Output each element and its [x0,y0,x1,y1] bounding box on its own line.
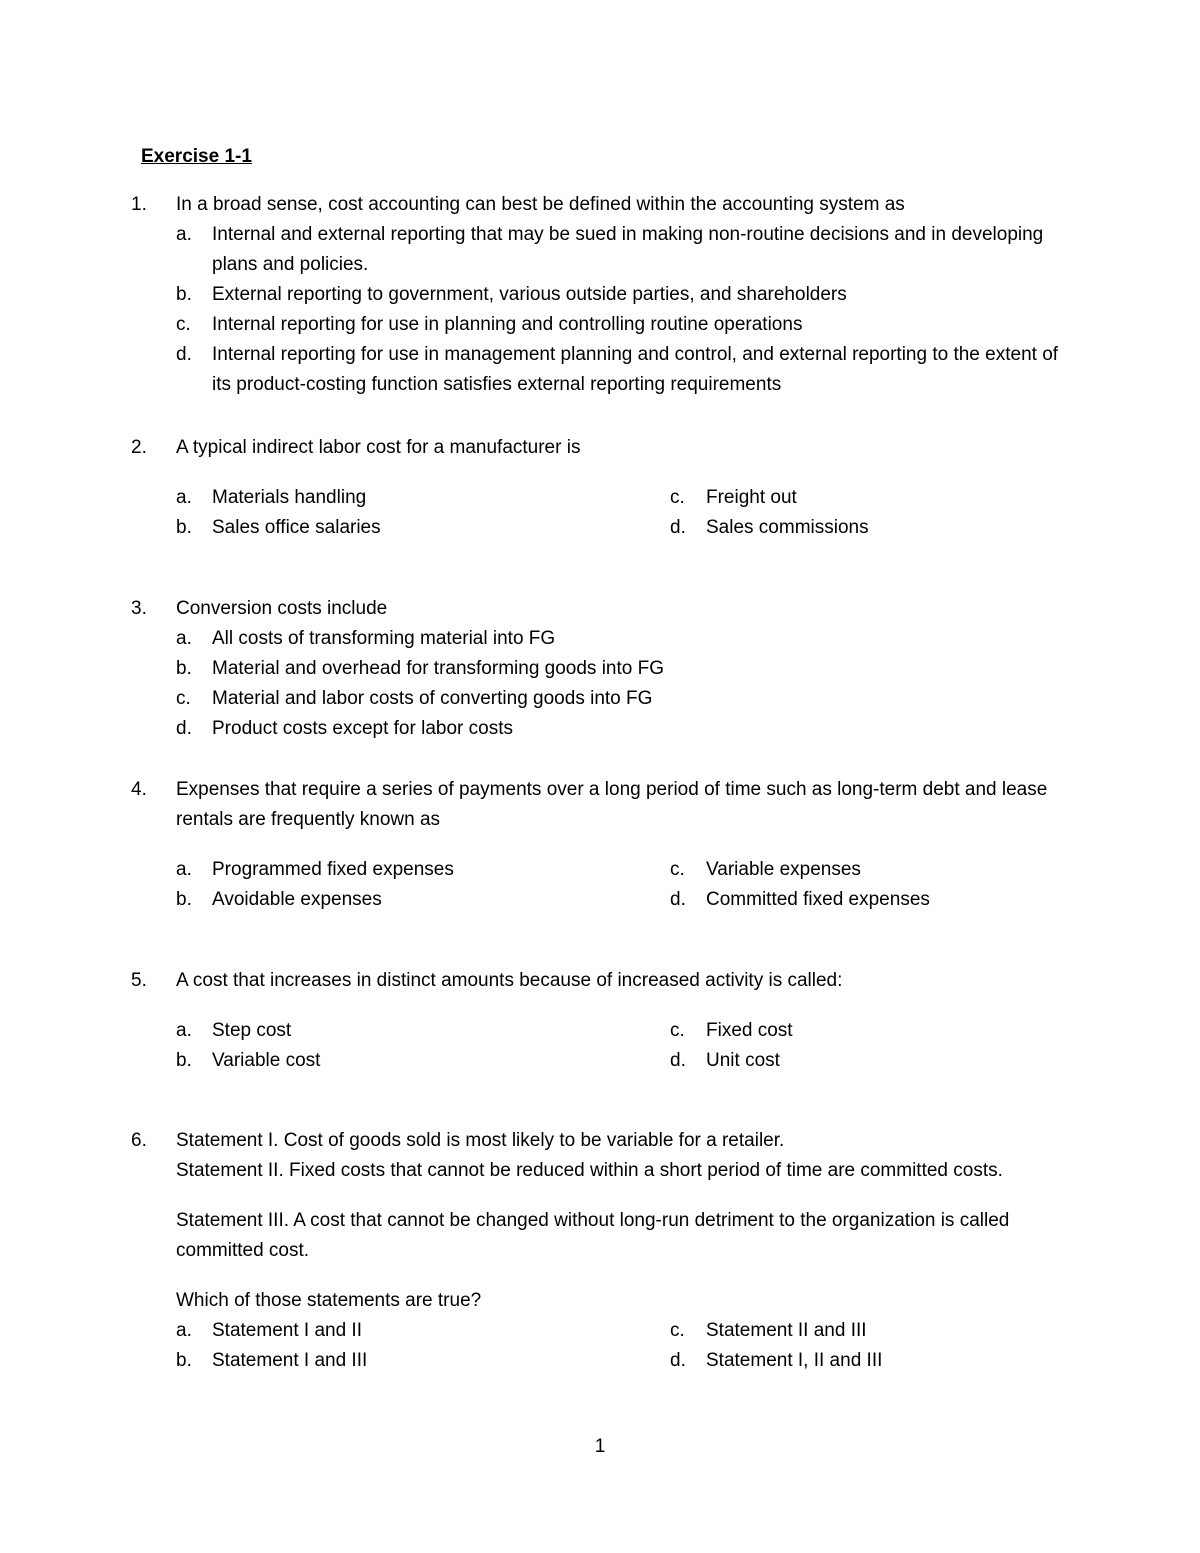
option-c [670,1016,1070,1046]
option-text: Sales office salaries [212,517,381,538]
option-letter: b. [176,1050,192,1071]
option-letter: a. [176,224,192,245]
option-b [176,885,670,915]
question-4 [131,775,1071,915]
option-letter: c. [176,688,191,709]
question-number: 4. [131,779,147,800]
option-text: Step cost [212,1020,292,1041]
option-text: Internal reporting for use in management planning and control, and external reporting to the extent of its product-costing function satisfies external reporting requirements [212,344,1059,395]
option-letter: a. [176,628,192,649]
option-d [670,1346,1070,1376]
option-text: Statement I and III [212,1350,368,1371]
option-grid [176,483,1071,543]
option-letter: a. [176,1020,192,1041]
option-text: Avoidable expenses [212,889,382,910]
option-letter: b. [176,284,192,305]
question-6 [131,1126,1071,1376]
option-letter: d. [670,1350,686,1371]
option-text: Internal and external reporting that may be sued in making non-routine decisions and in developing plans and policies. [212,224,1044,275]
option-text: Product costs except for labor costs [212,718,513,739]
option-c [670,1316,1070,1346]
question-1 [131,190,1071,400]
statement-2: Statement II. Fixed costs that cannot be reduced within a short period of time are committed costs. [176,1160,1003,1181]
option-a [176,624,1071,654]
option-text: Statement II and III [706,1320,867,1341]
option-letter: b. [176,1350,192,1371]
option-text: Statement I, II and III [706,1350,883,1371]
option-d [670,513,1070,543]
question-prompt: Which of those statements are true? [176,1290,482,1311]
question-text: Conversion costs include [176,598,388,619]
option-letter: d. [670,1050,686,1071]
option-c [176,684,1071,714]
option-b [176,1346,670,1376]
question-5 [131,966,1071,1076]
question-text: In a broad sense, cost accounting can best be defined within the accounting system as [176,194,905,215]
question-number: 2. [131,437,147,458]
option-letter: c. [670,487,685,508]
option-c [176,310,1071,340]
option-letter: d. [670,889,686,910]
statement-1: Statement I. Cost of goods sold is most likely to be variable for a retailer. [176,1130,785,1151]
option-letter: c. [670,1020,685,1041]
option-letter: a. [176,1320,192,1341]
option-text: Programmed fixed expenses [212,859,454,880]
exercise-title: Exercise 1-1 [141,146,252,167]
option-text: Internal reporting for use in planning and controlling routine operations [212,314,803,335]
question-number: 5. [131,970,147,991]
option-text: All costs of transforming material into FG [212,628,556,649]
option-grid [176,855,1071,915]
option-a [176,1316,670,1346]
option-letter: b. [176,889,192,910]
option-letter: d. [176,718,192,739]
option-letter: c. [670,859,685,880]
page-number: 1 [594,1436,606,1457]
option-letter: a. [176,859,192,880]
option-letter: c. [176,314,191,335]
option-a [176,483,670,513]
question-text: A typical indirect labor cost for a manufacturer is [176,437,581,458]
option-grid [176,1316,1071,1376]
option-text: Unit cost [706,1050,780,1071]
option-letter: b. [176,517,192,538]
option-text: Committed fixed expenses [706,889,930,910]
option-letter: b. [176,658,192,679]
option-c [670,483,1070,513]
option-text: External reporting to government, various outside parties, and shareholders [212,284,847,305]
option-text: Sales commissions [706,517,869,538]
option-letter: d. [176,344,192,365]
option-text: Material and overhead for transforming goods into FG [212,658,665,679]
option-d [670,1046,1070,1076]
option-b [176,654,1071,684]
option-letter: c. [670,1320,685,1341]
option-grid [176,1016,1071,1076]
option-text: Variable cost [212,1050,321,1071]
option-d [670,885,1070,915]
question-text: Expenses that require a series of payments over a long period of time such as long-term debt and lease rentals are frequently known as [176,779,1048,830]
option-c [670,855,1070,885]
option-a [176,1016,670,1046]
option-d [176,714,1071,744]
option-text: Statement I and II [212,1320,362,1341]
option-b [176,513,670,543]
question-number: 3. [131,598,147,619]
question-number: 1. [131,194,147,215]
question-3 [131,594,1071,744]
option-b [176,1046,670,1076]
statement-3: Statement III. A cost that cannot be changed without long-run detriment to the organization is called committed cost. [176,1210,1010,1261]
option-text: Materials handling [212,487,367,508]
question-text: A cost that increases in distinct amounts because of increased activity is called: [176,970,843,991]
option-letter: a. [176,487,192,508]
option-d [176,340,1071,400]
question-2 [131,433,1071,543]
option-text: Variable expenses [706,859,861,880]
option-text: Fixed cost [706,1020,793,1041]
option-letter: d. [670,517,686,538]
option-a [176,220,1071,280]
option-text: Material and labor costs of converting goods into FG [212,688,653,709]
option-text: Freight out [706,487,797,508]
option-a [176,855,670,885]
option-b [176,280,1071,310]
question-number: 6. [131,1130,147,1151]
